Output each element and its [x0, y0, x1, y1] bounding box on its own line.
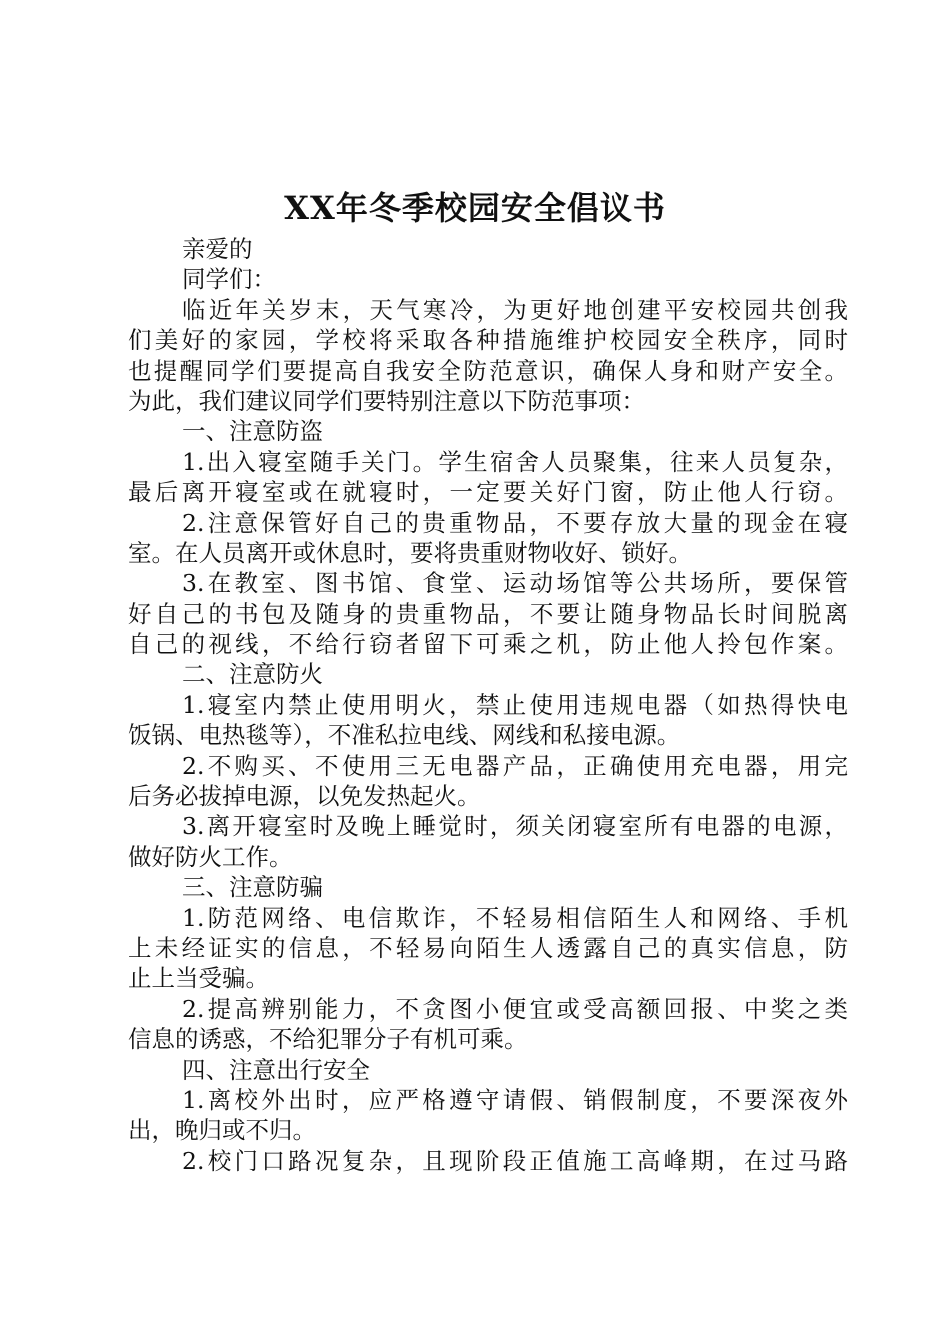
text-line: 好自己的书包及随身的贵重物品，不要让随身物品长时间脱离	[128, 599, 848, 628]
text-line: 们美好的家园，学校将采取各种措施维护校园安全秩序，同时	[128, 326, 848, 355]
text-line: 为此，我们建议同学们要特别注意以下防范事项：	[128, 386, 645, 415]
text-line: 1.防范网络、电信欺诈，不轻易相信陌生人和网络、手机	[182, 903, 848, 932]
text-line: 止上当受骗。	[128, 964, 269, 993]
text-line: 1.出入寝室随手关门。学生宿舍人员聚集，往来人员复杂，	[182, 447, 848, 476]
text-line: 二、注意防火	[182, 660, 323, 689]
text-line: 最后离开寝室或在就寝时，一定要关好门窗，防止他人行窃。	[128, 478, 848, 507]
text-line: 也提醒同学们要提高自我安全防范意识，确保人身和财产安全。	[128, 356, 848, 385]
text-line: 三、注意防骗	[182, 873, 323, 902]
text-line: 临近年关岁末，天气寒冷，为更好地创建平安校园共创我	[182, 295, 848, 324]
text-line: 1.离校外出时，应严格遵守请假、销假制度，不要深夜外	[182, 1085, 848, 1114]
text-line: 3.在教室、图书馆、食堂、运动场馆等公共场所，要保管	[182, 569, 848, 598]
text-line: 2.校门口路况复杂，且现阶段正值施工高峰期，在过马路	[182, 1146, 848, 1175]
text-line: 2.提高辨别能力，不贪图小便宜或受高额回报、中奖之类	[182, 994, 848, 1023]
text-line: 四、注意出行安全	[182, 1055, 370, 1084]
text-line: 3.离开寝室时及晚上睡觉时，须关闭寝室所有电器的电源，	[182, 812, 848, 841]
text-line: 2.不购买、不使用三无电器产品，正确使用充电器，用完	[182, 751, 848, 780]
text-line: 出，晚归或不归。	[128, 1116, 316, 1145]
text-line: 2.注意保管好自己的贵重物品，不要存放大量的现金在寝	[182, 508, 848, 537]
document-title: XX年冬季校园安全倡议书	[284, 189, 666, 227]
text-line: 做好防火工作。	[128, 842, 293, 871]
text-line: 上未经证实的信息，不轻易向陌生人透露自己的真实信息，防	[128, 933, 848, 962]
text-line: 一、注意防盗	[182, 417, 323, 446]
text-line: 1.寝室内禁止使用明火，禁止使用违规电器（如热得快电	[182, 690, 848, 719]
text-line: 信息的诱惑，不给犯罪分子有机可乘。	[128, 1025, 528, 1054]
text-line: 同学们：	[182, 265, 276, 294]
text-line: 室。在人员离开或休息时，要将贵重财物收好、锁好。	[128, 538, 692, 567]
document-body	[128, 234, 848, 1176]
text-line: 后务必拔掉电源，以免发热起火。	[128, 782, 481, 811]
text-line: 自己的视线，不给行窃者留下可乘之机，防止他人拎包作案。	[128, 630, 848, 659]
text-line: 饭锅、电热毯等），不准私拉电线、网线和私接电源。	[128, 721, 681, 750]
text-line: 亲爱的	[182, 235, 253, 263]
